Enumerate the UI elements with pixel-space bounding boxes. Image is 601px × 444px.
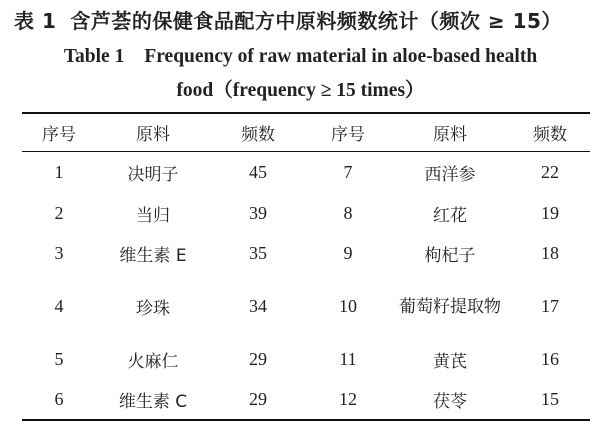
serial-cell: 6 — [22, 380, 96, 420]
header-serial: 序号 — [22, 113, 96, 152]
serial-cell: 12 — [306, 380, 390, 420]
serial-cell: 10 — [339, 296, 357, 316]
header-material: 原料 — [390, 113, 510, 152]
serial-cell: 3 — [54, 243, 64, 263]
serial-cell: 5 — [54, 349, 64, 369]
frequency-cell: 39 — [249, 203, 267, 223]
header-frequency: 频数 — [210, 113, 306, 152]
caption-cn-text: 含芦荟的保健食品配方中原料频数统计（频次 ≥ 15） — [70, 9, 562, 33]
material-cell: 维生素 C — [96, 380, 210, 420]
frequency-cell: 15 — [510, 380, 590, 420]
serial-cell: 2 — [54, 203, 64, 223]
frequency-cell: 29 — [210, 380, 306, 420]
material-cell: 西洋参 — [424, 165, 476, 186]
caption-en-text-line2: food（frequency ≥ 15 times） — [176, 80, 425, 101]
material-cell: 茯苓 — [390, 380, 510, 420]
material-cell: 维生素 E — [119, 246, 187, 266]
table-row — [22, 274, 590, 340]
serial-cell: 11 — [339, 349, 357, 369]
caption-en-text-line1: Frequency of raw material in aloe-based health — [144, 46, 538, 67]
header-serial: 序号 — [306, 113, 390, 152]
frequency-cell: 19 — [541, 203, 559, 223]
table-row — [22, 234, 590, 274]
frequency-cell: 16 — [541, 349, 559, 369]
frequency-cell: 35 — [249, 243, 267, 263]
table-row — [22, 380, 590, 420]
material-cell: 珍珠 — [136, 299, 170, 319]
material-cell: 黄芪 — [433, 352, 467, 372]
header-frequency: 频数 — [510, 113, 590, 152]
table-row — [22, 152, 590, 194]
material-cell-text: 葡萄籽提取物 — [399, 296, 501, 317]
serial-cell: 7 — [343, 162, 353, 183]
frequency-cell: 45 — [249, 162, 267, 183]
frequency-cell: 22 — [541, 162, 559, 183]
header-material: 原料 — [96, 113, 210, 152]
caption-cn-label: 表 1 — [14, 9, 57, 33]
serial-cell: 4 — [54, 296, 64, 316]
frequency-cell: 29 — [249, 349, 267, 369]
material-cell — [390, 274, 510, 340]
caption-en-label: Table 1 — [63, 46, 125, 67]
material-cell: 枸杞子 — [424, 246, 476, 266]
frequency-cell: 34 — [249, 296, 267, 316]
table-row — [22, 340, 590, 380]
table-caption-chinese — [14, 7, 562, 35]
table-caption-english-line1 — [0, 40, 601, 74]
material-cell: 红花 — [433, 206, 467, 226]
serial-cell: 8 — [343, 203, 353, 223]
frequency-cell: 18 — [541, 243, 559, 263]
serial-cell: 1 — [54, 162, 64, 183]
serial-cell: 9 — [343, 243, 353, 263]
table-caption-english-line2 — [0, 74, 601, 108]
table-row — [22, 194, 590, 234]
material-cell: 决明子 — [127, 165, 179, 186]
material-cell: 当归 — [136, 206, 170, 226]
frequency-cell: 17 — [541, 296, 559, 316]
material-cell: 火麻仁 — [127, 352, 179, 372]
frequency-table — [22, 112, 590, 421]
table-header-row — [22, 113, 590, 152]
